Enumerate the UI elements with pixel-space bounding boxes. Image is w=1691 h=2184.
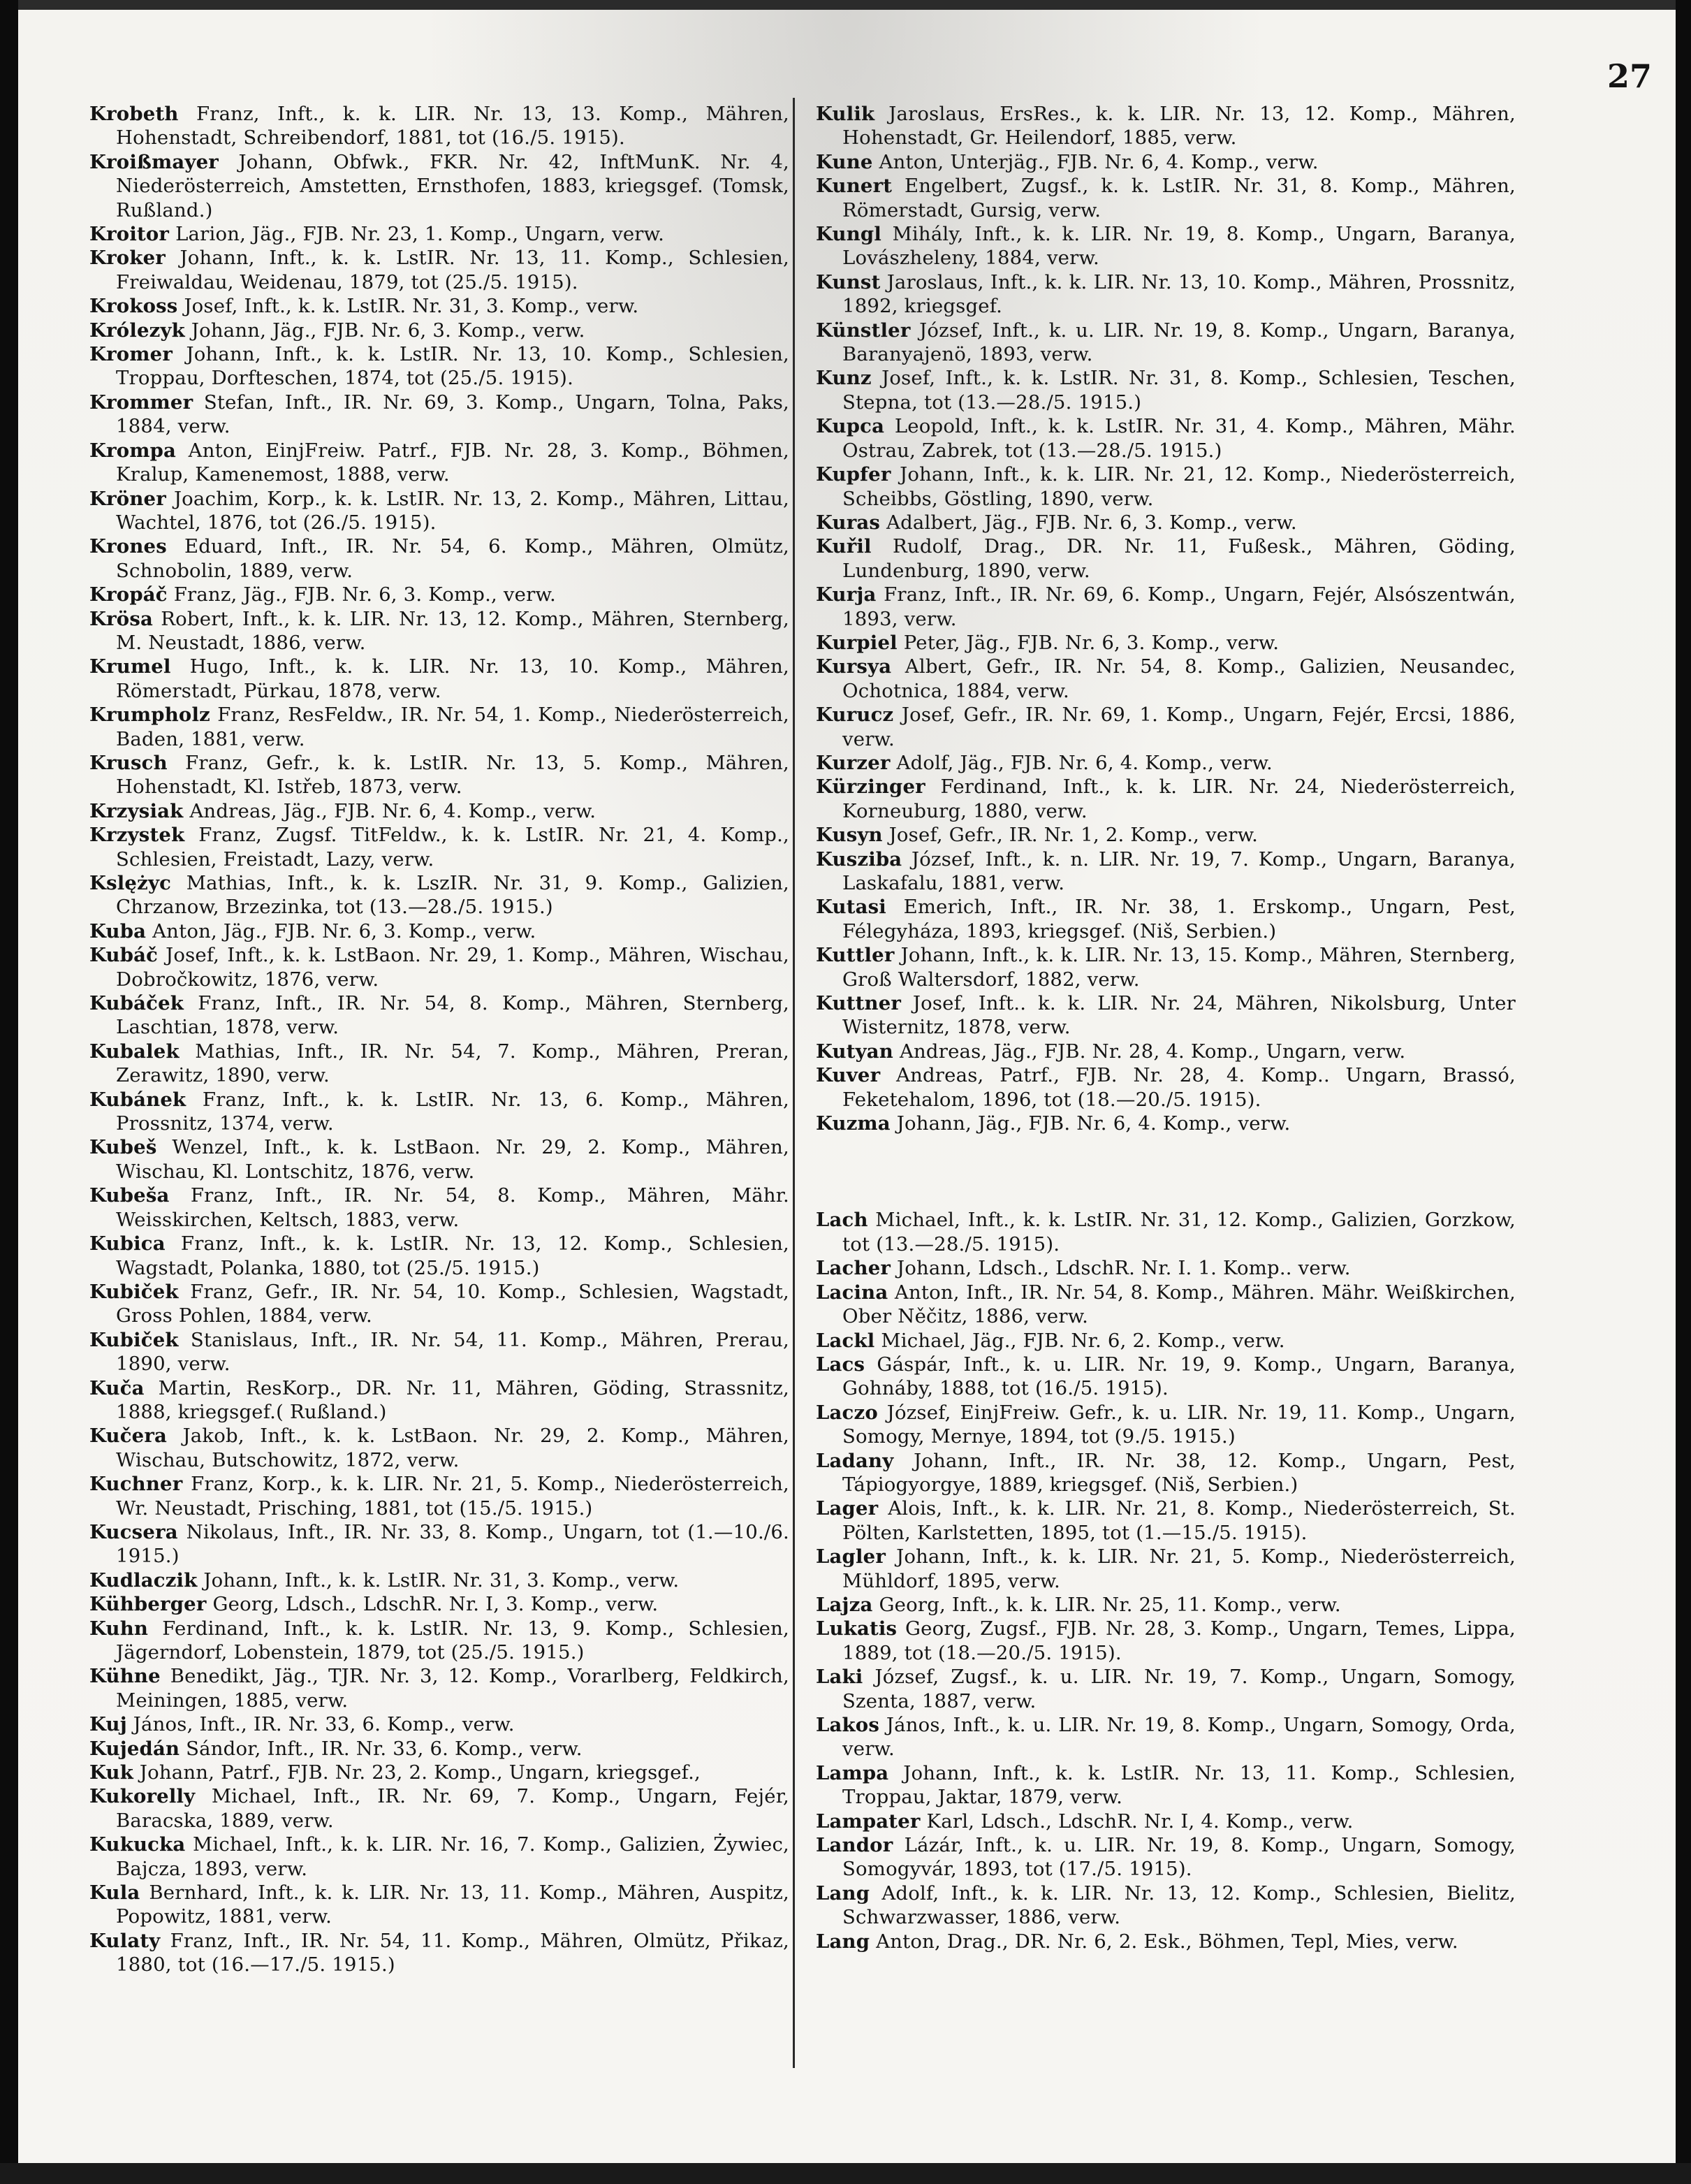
entry-surname: Ladany — [816, 1449, 894, 1472]
entry-details: Johann, Patrf., FJB. Nr. 23, 2. Komp., Ungarn, kriegsgef., — [139, 1761, 701, 1784]
entry-details: Anton, Drag., DR. Nr. 6, 2. Esk., Böhmen, Tepl, Mies, verw. — [876, 1930, 1458, 1953]
entry-details: Mihály, Inft., k. k. LIR. Nr. 19, 8. Komp., Ungarn, Baranya, Lovászheleny, 1884, verw. — [842, 223, 1516, 270]
entry-details: Anton, Jäg., FJB. Nr. 6, 3. Komp., verw. — [152, 919, 536, 942]
entry-details: Franz, Jäg., FJB. Nr. 6, 3. Komp., verw. — [173, 583, 556, 606]
entry-details: Georg, Ldsch., LdschR. Nr. I, 3. Komp., verw. — [212, 1593, 659, 1616]
casualty-entry — [816, 222, 1516, 270]
entry-details: Andreas, Jäg., FJB. Nr. 6, 4. Komp., verw. — [189, 799, 596, 822]
casualty-entry — [89, 1784, 789, 1833]
entry-surname: Kunst — [816, 270, 881, 293]
k-section — [816, 102, 1516, 1135]
casualty-entry — [89, 342, 789, 391]
entry-surname: Kuttler — [816, 944, 895, 967]
entry-details: József, EinjFreiw. Gefr., k. u. LIR. Nr. 19, 11. Komp., Ungarn, Somogy, Mernye, 1894, tot (9./5. 1915.) — [842, 1401, 1516, 1448]
entry-surname: Kuhn — [89, 1617, 149, 1640]
entry-surname: Kubánek — [89, 1088, 186, 1111]
casualty-entry — [816, 847, 1516, 896]
entry-surname: Kroitor — [89, 223, 170, 246]
entry-details: Jaroslaus, Inft., k. k. LIR. Nr. 13, 10. Komp., Mähren, Prossnitz, 1892, kriegsgef. — [842, 270, 1516, 318]
casualty-entry — [89, 607, 789, 655]
entry-details: Robert, Inft., k. k. LIR. Nr. 13, 12. Komp., Mähren, Sternberg, M. Neustadt, 1886, verw. — [116, 607, 789, 654]
casualty-entry — [89, 222, 789, 246]
entry-surname: Kulaty — [89, 1929, 161, 1952]
casualty-entry — [816, 1449, 1516, 1497]
entry-details: Wenzel, Inft., k. k. LstBaon. Nr. 29, 2. Komp., Mähren, Wischau, Kl. Lontschitz, 1876, verw. — [116, 1136, 789, 1183]
entry-surname: Kröner — [89, 487, 166, 510]
entry-details: Georg, Inft., k. k. LIR. Nr. 25, 11. Komp., verw. — [879, 1593, 1341, 1616]
entry-surname: Kurja — [816, 583, 877, 606]
casualty-entry — [816, 511, 1516, 534]
casualty-entry — [89, 246, 789, 294]
entry-surname: Kučera — [89, 1425, 168, 1448]
entry-details: Franz, Korp., k. k. LIR. Nr. 21, 5. Komp., Niederösterreich, Wr. Neustadt, Prisching, 1881, tot (15./5. 1915.) — [116, 1473, 789, 1520]
casualty-entry — [89, 823, 789, 871]
casualty-entry — [89, 1135, 789, 1184]
entry-details: Michael, Inft., IR. Nr. 69, 7. Komp., Ungarn, Fejér, Baracska, 1889, verw. — [116, 1785, 789, 1832]
casualty-entry — [89, 1040, 789, 1088]
entry-surname: Kujedán — [89, 1737, 180, 1760]
casualty-entry — [816, 1713, 1516, 1761]
entry-details: Franz, ResFeldw., IR. Nr. 54, 1. Komp., Niederösterreich, Baden, 1881, verw. — [116, 704, 789, 750]
entry-surname: Kula — [89, 1881, 140, 1905]
scan-edge-top — [0, 0, 1691, 10]
casualty-entry — [816, 1545, 1516, 1593]
casualty-entry — [816, 1881, 1516, 1930]
entry-surname: Kutyan — [816, 1040, 893, 1063]
entry-details: Johann, Inft., IR. Nr. 38, 12. Komp., Ungarn, Pest, Tápiogyorgye, 1889, kriegsgef. (Niš, Serbien.) — [842, 1449, 1516, 1496]
entry-surname: Krösa — [89, 607, 154, 630]
entry-details: Johann, Obfwk., FKR. Nr. 42, InftMunK. Nr. 4, Niederösterreich, Amstetten, Ernsthofen, 1883, kriegsgef. (Tomsk, Rußland.) — [116, 150, 790, 221]
casualty-entry — [816, 270, 1516, 319]
casualty-entry — [89, 751, 789, 799]
entry-surname: Laczo — [816, 1401, 878, 1424]
entry-details: Johann, Jäg., FJB. Nr. 6, 3. Komp., verw. — [191, 319, 585, 342]
left-column — [89, 102, 789, 1977]
entry-details: Johann, Inft., k. k. LstIR. Nr. 13, 11. Komp., Schlesien, Troppau, Jaktar, 1879, verw. — [842, 1761, 1516, 1809]
entry-surname: Kukucka — [89, 1833, 186, 1856]
entry-surname: Kromer — [89, 343, 173, 366]
casualty-entry — [89, 1232, 789, 1280]
entry-surname: Kunz — [816, 367, 872, 390]
casualty-entry — [816, 1063, 1516, 1112]
entry-surname: Lakos — [816, 1714, 880, 1736]
casualty-entry — [816, 751, 1516, 775]
entry-surname: Lackl — [816, 1329, 875, 1352]
casualty-entry — [816, 1497, 1516, 1545]
entry-surname: Kuttner — [816, 992, 902, 1015]
entry-details: Adalbert, Jäg., FJB. Nr. 6, 3. Komp., verw. — [886, 511, 1297, 534]
casualty-entry — [816, 463, 1516, 511]
entry-surname: Kukorelly — [89, 1785, 196, 1808]
entry-surname: Lampater — [816, 1810, 921, 1833]
entry-surname: Kubáč — [89, 944, 159, 967]
entry-surname: Kupca — [816, 415, 885, 438]
entry-details: Adolf, Inft., k. k. LIR. Nr. 13, 12. Komp., Schlesien, Bielitz, Schwarzwasser, 1886, verw. — [842, 1881, 1516, 1929]
entry-details: Franz, Inft., k. k. LstIR. Nr. 13, 6. Komp., Mähren, Prossnitz, 1374, verw. — [116, 1088, 789, 1135]
casualty-entry — [816, 102, 1516, 150]
entry-details: Josef, Gefr., IR. Nr. 1, 2. Komp., verw. — [888, 824, 1259, 847]
casualty-entry — [89, 1664, 789, 1712]
entry-surname: Kuča — [89, 1376, 145, 1399]
casualty-entry — [89, 1761, 789, 1784]
entry-surname: Kurzer — [816, 751, 891, 774]
entry-details: Andreas, Patrf., FJB. Nr. 28, 4. Komp.. Ungarn, Brassó, Feketehalom, 1896, tot (18.—20./5. 1915). — [842, 1064, 1516, 1111]
casualty-entry — [89, 1184, 789, 1232]
casualty-entry — [89, 1280, 789, 1328]
casualty-entry — [816, 1833, 1516, 1881]
casualty-entry — [816, 1112, 1516, 1135]
entry-surname: Kslężyc — [89, 872, 172, 894]
casualty-entry — [89, 583, 789, 606]
casualty-entry — [816, 703, 1516, 751]
entry-surname: Kuver — [816, 1064, 881, 1087]
casualty-entry — [89, 439, 789, 487]
entry-surname: Lacina — [816, 1281, 888, 1304]
casualty-entry — [816, 895, 1516, 943]
entry-details: Anton, EinjFreiw. Patrf., FJB. Nr. 28, 3. Komp., Böhmen, Kralup, Kamenemost, 1888, verw. — [116, 439, 789, 486]
entry-details: Johann, Inft., k. k. LstIR. Nr. 13, 11. Komp., Schlesien, Freiwaldau, Weidenau, 1879, tot (25./5. 1915). — [116, 247, 789, 293]
entry-surname: Landor — [816, 1834, 893, 1857]
entry-details: Johann, Inft., k. k. LIR. Nr. 21, 5. Komp., Niederösterreich, Mühldorf, 1895, verw. — [842, 1545, 1516, 1592]
entry-details: Michael, Inft., k. k. LstIR. Nr. 31, 12. Komp., Galizien, Gorzkow, tot (13.—28./5. 1915). — [842, 1209, 1516, 1255]
entry-details: Franz, Inft., k. k. LstIR. Nr. 13, 12. Komp., Schlesien, Wagstadt, Polanka, 1880, tot (25./5. 1915.) — [116, 1232, 789, 1279]
entry-surname: Lacs — [816, 1353, 865, 1376]
entry-details: Sándor, Inft., IR. Nr. 33, 6. Komp., verw. — [186, 1737, 583, 1760]
entry-details: Michael, Jäg., FJB. Nr. 6, 2. Komp., verw. — [881, 1329, 1285, 1352]
entry-surname: Królezyk — [89, 319, 185, 342]
scan-edge-right — [1676, 0, 1691, 2184]
entry-surname: Krommer — [89, 391, 193, 414]
entry-surname: Kusyn — [816, 824, 883, 847]
entry-surname: Kurucz — [816, 704, 894, 727]
entry-surname: Kuba — [89, 919, 147, 942]
entry-details: Gáspár, Inft., k. u. LIR. Nr. 19, 9. Komp., Ungarn, Baranya, Gohnáby, 1888, tot (16./5. 1915). — [842, 1353, 1516, 1400]
entry-surname: Kuj — [89, 1713, 127, 1736]
casualty-entry — [816, 1040, 1516, 1063]
entry-details: Peter, Jäg., FJB. Nr. 6, 3. Komp., verw. — [903, 631, 1280, 654]
casualty-entry — [89, 294, 789, 318]
entry-details: Ferdinand, Inft., k. k. LIR. Nr. 24, Niederösterreich, Korneuburg, 1880, verw. — [842, 776, 1516, 822]
entry-details: József, Zugsf., k. u. LIR. Nr. 19, 7. Komp., Ungarn, Somogy, Szenta, 1887, verw. — [842, 1666, 1516, 1712]
casualty-entry — [89, 1617, 789, 1665]
entry-details: Georg, Zugsf., FJB. Nr. 28, 3. Komp., Ungarn, Temes, Lippa, 1889, tot (18.—20./5. 1915). — [842, 1617, 1516, 1664]
entry-details: Karl, Ldsch., LdschR. Nr. I, 4. Komp., verw. — [926, 1810, 1354, 1833]
entry-details: Nikolaus, Inft., IR. Nr. 33, 8. Komp., Ungarn, tot (1.—10./6. 1915.) — [116, 1520, 789, 1568]
casualty-entry — [816, 1761, 1516, 1810]
casualty-entry — [816, 414, 1516, 463]
entry-details: Lázár, Inft., k. u. LIR. Nr. 19, 8. Komp., Ungarn, Somogy, Somogyvár, 1893, tot (17./5. 1915). — [842, 1834, 1516, 1881]
casualty-entry — [89, 1328, 789, 1376]
casualty-entry — [89, 799, 789, 823]
entry-details: Eduard, Inft., IR. Nr. 54, 6. Komp., Mähren, Olmütz, Schnobolin, 1889, verw. — [116, 535, 789, 582]
casualty-entry — [816, 991, 1516, 1040]
entry-surname: Kursya — [816, 655, 892, 678]
entry-details: Bernhard, Inft., k. k. LIR. Nr. 13, 11. Komp., Mähren, Auspitz, Popowitz, 1881, verw. — [116, 1881, 789, 1928]
entry-surname: Lagler — [816, 1545, 886, 1568]
entry-details: Franz, Inft., IR. Nr. 54, 8. Komp., Mähren, Mähr. Weisskirchen, Keltsch, 1883, verw. — [116, 1184, 789, 1231]
casualty-entry — [89, 150, 789, 222]
entry-details: Engelbert, Zugsf., k. k. LstIR. Nr. 31, 8. Komp., Mähren, Römerstadt, Gursig, verw. — [842, 175, 1516, 221]
entry-details: Alois, Inft., k. k. LIR. Nr. 21, 8. Komp., Niederösterreich, St. Pölten, Karlstetten, 1895, tot (1.—15./5. 1915). — [842, 1497, 1516, 1544]
casualty-entry — [816, 1281, 1516, 1329]
entry-surname: Kucsera — [89, 1520, 178, 1543]
entry-details: Franz, Inft., IR. Nr. 69, 6. Komp., Ungarn, Fejér, Alsószentwán, 1893, verw. — [842, 583, 1516, 630]
entry-surname: Kroker — [89, 247, 166, 270]
entry-surname: Kubalek — [89, 1040, 180, 1063]
casualty-entry — [89, 1376, 789, 1425]
casualty-entry — [816, 150, 1516, 174]
right-column — [816, 102, 1516, 1953]
entry-details: Stanislaus, Inft., IR. Nr. 54, 11. Komp., Mähren, Prerau, 1890, verw. — [116, 1328, 789, 1376]
scan-edge-left — [0, 0, 18, 2184]
casualty-entry — [816, 1256, 1516, 1280]
entry-details: Albert, Gefr., IR. Nr. 54, 8. Komp., Galizien, Neusandec, Ochotnica, 1884, verw. — [842, 655, 1516, 702]
entry-surname: Kubáček — [89, 992, 184, 1015]
casualty-entry — [816, 1401, 1516, 1449]
casualty-entry — [816, 583, 1516, 631]
entry-details: Stefan, Inft., IR. Nr. 69, 3. Komp., Ungarn, Tolna, Paks, 1884, verw. — [116, 391, 789, 438]
entry-details: Franz, Gefr., IR. Nr. 54, 10. Komp., Schlesien, Wagstadt, Gross Pohlen, 1884, verw. — [116, 1280, 790, 1327]
entry-details: János, Inft., k. u. LIR. Nr. 19, 8. Komp., Ungarn, Somogy, Orda, verw. — [842, 1714, 1516, 1761]
l-section — [816, 1208, 1516, 1953]
entry-surname: Kubeš — [89, 1136, 157, 1159]
casualty-entry — [89, 1712, 789, 1736]
casualty-entry — [89, 102, 789, 150]
entry-details: József, Inft., k. n. LIR. Nr. 19, 7. Komp., Ungarn, Baranya, Laskafalu, 1881, verw. — [842, 847, 1516, 894]
entry-surname: Lajza — [816, 1593, 873, 1616]
entry-surname: Kühberger — [89, 1593, 207, 1616]
entry-details: Johann, Inft., k. k. LstIR. Nr. 31, 3. Komp., verw. — [203, 1568, 680, 1592]
entry-surname: Kubica — [89, 1232, 166, 1255]
casualty-entry — [89, 1424, 789, 1472]
casualty-entry — [816, 943, 1516, 991]
page-number: 27 — [1606, 57, 1652, 95]
entry-details: János, Inft., IR. Nr. 33, 6. Komp., verw. — [133, 1713, 515, 1736]
entry-surname: Kurpiel — [816, 631, 898, 654]
entry-details: Johann, Jäg., FJB. Nr. 6, 4. Komp., verw. — [896, 1112, 1291, 1135]
entry-surname: Krzysiak — [89, 799, 184, 822]
entry-surname: Lang — [816, 1930, 870, 1953]
entry-surname: Kudlaczik — [89, 1568, 198, 1592]
casualty-entry — [89, 991, 789, 1040]
entry-details: Josef, Inft.. k. k. LIR. Nr. 24, Mähren, Nikolsburg, Unter Wisternitz, 1878, verw. — [842, 992, 1516, 1039]
entry-details: Franz, Zugsf. TitFeldw., k. k. LstIR. Nr. 21, 4. Komp., Schlesien, Freistadt, Lazy, verw. — [116, 824, 789, 871]
entry-surname: Kusziba — [816, 847, 902, 871]
entry-surname: Kupfer — [816, 463, 891, 486]
entry-details: Leopold, Inft., k. k. LstIR. Nr. 31, 4. Komp., Mähren, Mähr. Ostrau, Zabrek, tot (13.—28./5. 1915.) — [842, 415, 1516, 462]
entry-surname: Künstler — [816, 319, 911, 342]
casualty-entry — [89, 871, 789, 919]
casualty-entry — [816, 1329, 1516, 1353]
entry-surname: Laki — [816, 1666, 863, 1689]
casualty-entry — [816, 366, 1516, 414]
entry-details: Martin, ResKorp., DR. Nr. 11, Mähren, Göding, Strassnitz, 1888, kriegsgef.( Rußland.) — [116, 1376, 789, 1423]
casualty-entry — [816, 1617, 1516, 1665]
casualty-entry — [89, 1088, 789, 1136]
casualty-entry — [816, 319, 1516, 367]
entry-surname: Kutasi — [816, 896, 886, 919]
casualty-entry — [816, 1593, 1516, 1617]
entry-surname: Lach — [816, 1209, 868, 1232]
entry-details: Larion, Jäg., FJB. Nr. 23, 1. Komp., Ungarn, verw. — [175, 223, 665, 246]
entry-details: Michael, Inft., k. k. LIR. Nr. 16, 7. Komp., Galizien, Żywiec, Bajcza, 1893, verw. — [116, 1833, 789, 1880]
entry-details: Franz, Gefr., k. k. LstIR. Nr. 13, 5. Komp., Mähren, Hohenstadt, Kl. Istřeb, 1873, verw. — [116, 751, 789, 799]
entry-surname: Kuk — [89, 1761, 133, 1784]
entry-surname: Kungl — [816, 223, 881, 246]
casualty-entry — [89, 1592, 789, 1616]
entry-surname: Kubiček — [89, 1328, 179, 1351]
casualty-entry — [816, 823, 1516, 847]
entry-surname: Kuzma — [816, 1112, 891, 1135]
entry-surname: Kropáč — [89, 583, 168, 606]
entry-surname: Krzystek — [89, 824, 185, 847]
entry-surname: Kune — [816, 150, 873, 173]
scan-edge-bottom — [0, 2163, 1691, 2184]
entry-details: Benedikt, Jäg., TJR. Nr. 3, 12. Komp., Vorarlberg, Feldkirch, Meiningen, 1885, verw. — [116, 1665, 789, 1712]
section-gap — [816, 1135, 1516, 1208]
casualty-entry — [89, 1472, 789, 1520]
entry-details: Emerich, Inft., IR. Nr. 38, 1. Erskomp., Ungarn, Pest, Félegyháza, 1893, kriegsgef. (Niš, Serbien.) — [842, 896, 1516, 942]
entry-surname: Kuras — [816, 511, 881, 534]
casualty-entry — [816, 775, 1516, 823]
entry-surname: Kürzinger — [816, 776, 925, 799]
entry-surname: Lacher — [816, 1257, 891, 1280]
entry-surname: Kühne — [89, 1665, 161, 1688]
entry-details: Johann, Inft., k. k. LIR. Nr. 21, 12. Komp., Niederösterreich, Scheibbs, Göstling, 1890, verw. — [842, 463, 1516, 510]
casualty-entry — [89, 703, 789, 751]
entry-surname: Krones — [89, 535, 167, 558]
casualty-entry — [89, 534, 789, 583]
entry-details: József, Inft., k. u. LIR. Nr. 19, 8. Komp., Ungarn, Baranya, Baranyajenö, 1893, verw. — [842, 319, 1516, 366]
casualty-entry — [89, 487, 789, 535]
entry-surname: Krusch — [89, 751, 168, 774]
entry-surname: Lang — [816, 1881, 870, 1905]
entry-details: Josef, Inft., k. k. LstIR. Nr. 31, 3. Komp., verw. — [184, 295, 639, 318]
entry-surname: Kubeša — [89, 1184, 170, 1207]
entry-details: Adolf, Jäg., FJB. Nr. 6, 4. Komp., verw. — [896, 751, 1273, 774]
entry-details: Johann, Ldsch., LdschR. Nr. I. 1. Komp.. verw. — [897, 1257, 1351, 1280]
entry-details: Jaroslaus, ErsRes., k. k. LIR. Nr. 13, 12. Komp., Mähren, Hohenstadt, Gr. Heilendorf, 1885, verw. — [842, 103, 1516, 150]
entry-details: Anton, Unterjäg., FJB. Nr. 6, 4. Komp., verw. — [879, 150, 1319, 173]
entry-surname: Krumpholz — [89, 704, 210, 727]
entry-surname: Kubiček — [89, 1280, 179, 1303]
casualty-entry — [816, 1353, 1516, 1401]
entry-details: Anton, Inft., IR. Nr. 54, 8. Komp., Mähren. Mähr. Weißkirchen, Ober Něčitz, 1886, verw. — [842, 1281, 1516, 1328]
entry-details: Mathias, Inft., k. k. LszIR. Nr. 31, 9. Komp., Galizien, Chrzanow, Brzezinka, tot (13.—28./5. 1915.) — [116, 872, 789, 919]
entry-details: Johann, Inft., k. k. LIR. Nr. 13, 15. Komp., Mähren, Sternberg, Groß Waltersdorf, 1882, verw. — [842, 944, 1516, 991]
casualty-entry — [816, 174, 1516, 222]
entry-details: Franz, Inft., k. k. LIR. Nr. 13, 13. Komp., Mähren, Hohenstadt, Schreibendorf, 1881, tot (16./5. 1915). — [116, 103, 789, 150]
entry-surname: Kuřil — [816, 535, 872, 558]
entry-details: Josef, Inft., k. k. LstBaon. Nr. 29, 1. Komp., Mähren, Wischau, Dobročkowitz, 1876, verw. — [116, 944, 789, 991]
casualty-entry — [89, 1568, 789, 1592]
entry-details: Johann, Inft., k. k. LstIR. Nr. 13, 10. Komp., Schlesien, Troppau, Dorfteschen, 1874, tot (25./5. 1915). — [116, 343, 789, 390]
entry-surname: Krobeth — [89, 103, 179, 125]
casualty-entry — [816, 534, 1516, 583]
casualty-entry — [89, 655, 789, 703]
casualty-entry — [89, 1520, 789, 1568]
entry-details: Andreas, Jäg., FJB. Nr. 28, 4. Komp., Ungarn, verw. — [899, 1040, 1406, 1063]
entry-surname: Kroißmayer — [89, 150, 219, 173]
entry-details: Franz, Inft., IR. Nr. 54, 11. Komp., Mähren, Olmütz, Přikaz, 1880, tot (16.—17./5. 1915.) — [116, 1929, 789, 1976]
casualty-entry — [89, 1833, 789, 1881]
entry-details: Hugo, Inft., k. k. LIR. Nr. 13, 10. Komp., Mähren, Römerstadt, Pürkau, 1878, verw. — [116, 655, 789, 702]
entry-surname: Kulik — [816, 103, 875, 125]
casualty-entry — [89, 1881, 789, 1929]
entry-details: Josef, Inft., k. k. LstIR. Nr. 31, 8. Komp., Schlesien, Teschen, Stepna, tot (13.—28./5. 1915.) — [842, 367, 1516, 414]
casualty-entry — [89, 943, 789, 991]
casualty-entry — [89, 919, 789, 943]
casualty-entry — [816, 655, 1516, 703]
casualty-entry — [816, 631, 1516, 655]
entry-details: Ferdinand, Inft., k. k. LstIR. Nr. 13, 9. Komp., Schlesien, Jägerndorf, Lobenstein, 1879, tot (25./5. 1915.) — [116, 1617, 789, 1664]
casualty-entry — [89, 1737, 789, 1761]
entry-surname: Lukatis — [816, 1617, 898, 1640]
casualty-entry — [816, 1208, 1516, 1256]
entry-details: Jakob, Inft., k. k. LstBaon. Nr. 29, 2. Komp., Mähren, Wischau, Butschowitz, 1872, verw. — [116, 1425, 789, 1471]
entry-details: Rudolf, Drag., DR. Nr. 11, Fußesk., Mähren, Göding, Lundenburg, 1890, verw. — [842, 535, 1516, 582]
column-divider — [793, 98, 795, 2068]
entry-surname: Krokoss — [89, 295, 178, 318]
entry-surname: Lager — [816, 1497, 879, 1520]
casualty-entry — [816, 1810, 1516, 1833]
entry-surname: Kunert — [816, 175, 893, 198]
casualty-entry — [89, 1929, 789, 1977]
entry-surname: Lampa — [816, 1761, 889, 1784]
entry-surname: Kuchner — [89, 1473, 183, 1496]
entry-details: Mathias, Inft., IR. Nr. 54, 7. Komp., Mähren, Preran, Zerawitz, 1890, verw. — [116, 1040, 790, 1087]
entry-surname: Krompa — [89, 439, 177, 462]
entry-details: Josef, Gefr., IR. Nr. 69, 1. Komp., Ungarn, Fejér, Ercsi, 1886, verw. — [842, 704, 1516, 750]
casualty-entry — [89, 319, 789, 342]
casualty-entry — [816, 1665, 1516, 1713]
entry-surname: Krumel — [89, 655, 171, 678]
casualty-entry — [89, 391, 789, 439]
entry-details: Joachim, Korp., k. k. LstIR. Nr. 13, 2. Komp., Mähren, Littau, Wachtel, 1876, tot (26./5. 1915). — [116, 487, 789, 534]
entry-details: Franz, Inft., IR. Nr. 54, 8. Komp., Mähren, Sternberg, Laschtian, 1878, verw. — [116, 992, 789, 1039]
casualty-entry — [816, 1930, 1516, 1953]
